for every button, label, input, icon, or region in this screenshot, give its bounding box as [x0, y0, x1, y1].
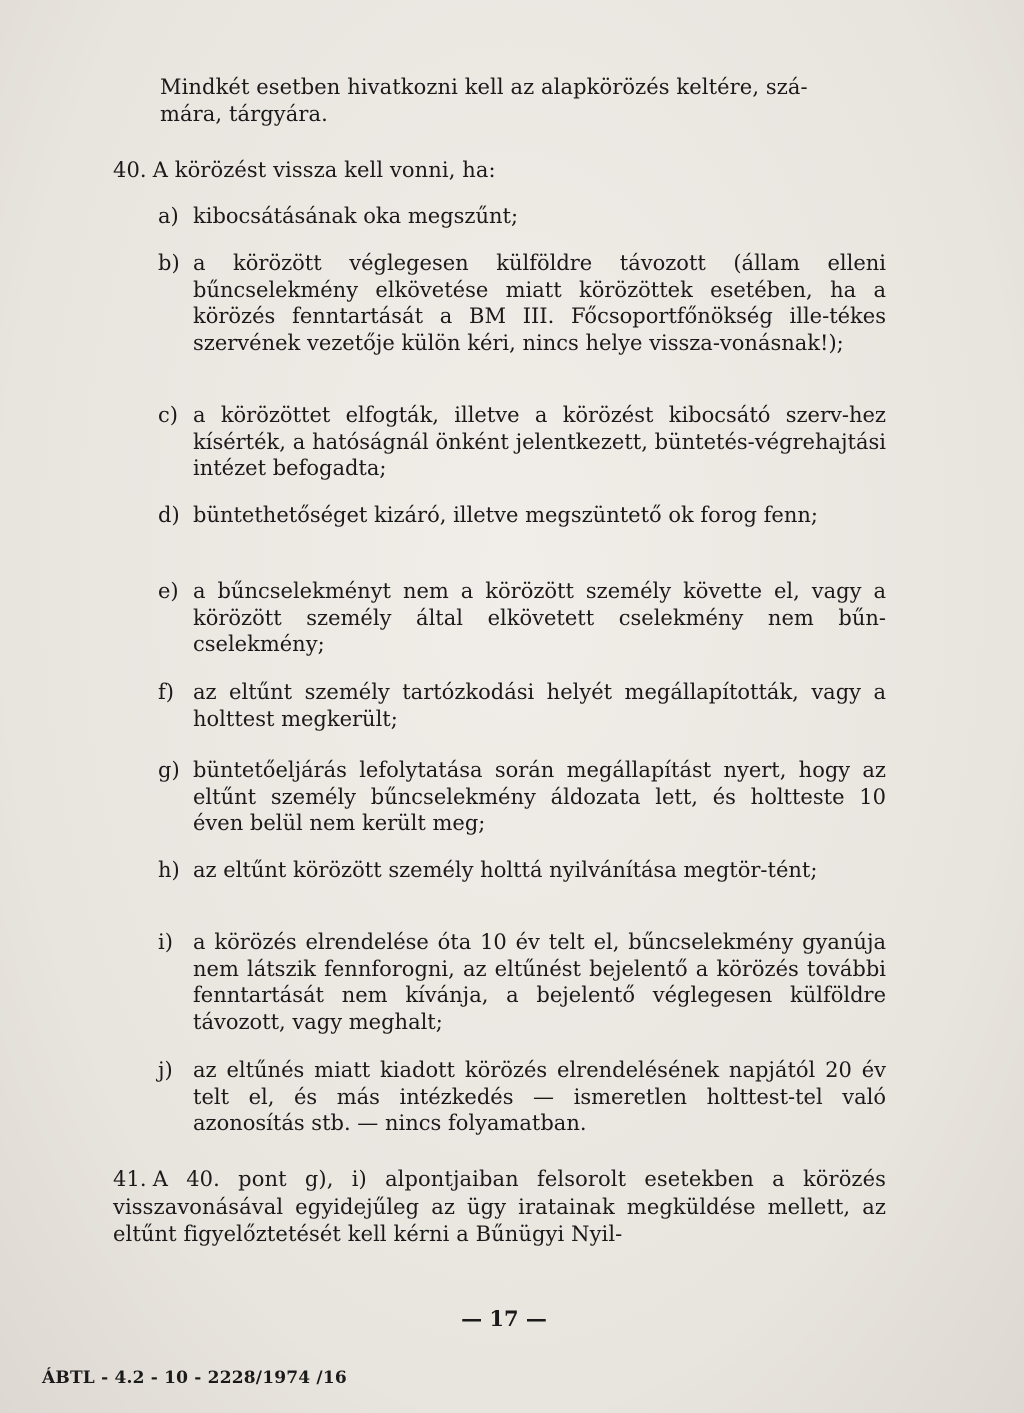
item-label: c) [158, 403, 178, 427]
section-41-paragraph [113, 1166, 886, 1249]
item-text: büntethetőséget kizáró, illetve megszüntető ok forog fenn; [193, 503, 818, 527]
section-40-number: 40. [113, 158, 147, 182]
item-label: b) [158, 251, 180, 275]
item-label: h) [158, 858, 180, 882]
item-text: az eltűnt körözött személy holttá nyilvánítása megtör-tént; [193, 858, 818, 882]
item-label: f) [158, 680, 174, 704]
item-text: a körözés elrendelése óta 10 év telt el, bűncselekmény gyanúja nem látszik fennforogni, az eltűnést bejelentő a körözés további fenntartását nem kívánja, a bejelentő véglegesen külföldre távozott, vagy meghalt; [193, 930, 886, 1034]
list-item-b [158, 250, 886, 356]
item-text: a bűncselekményt nem a körözött személy követte el, vagy a körözött személy által elkövetett cselekmény nem bűn-cselekmény; [193, 579, 886, 657]
section-40-text: A körözést vissza kell vonni, ha: [152, 158, 496, 182]
item-text: kibocsátásának oka megszűnt; [193, 204, 519, 228]
list-item-f [158, 679, 886, 732]
list-item-a [158, 203, 886, 230]
section-40-heading [113, 157, 886, 184]
list-item-h [158, 857, 886, 884]
section-41-text: A 40. pont g), i) alpontjaiban felsorolt esetekben a körözés visszavonásával egyidejűleg az ügy iratainak megküldése mellett, az eltűnt figyelőztetését kell kérni a Bűnügyi Nyil- [113, 1167, 886, 1246]
intro-line-2: mára, tárgyára. [160, 102, 328, 126]
item-label: j) [158, 1058, 173, 1082]
item-text: a körözött véglegesen külföldre távozott (állam elleni bűncselekmény elkövetése miatt körözöttek esetében, ha a körözés fenntartását a BM III. Főcsoportfőnökség ille-tékes szervének vezetője külön kéri, nincs helye vissza-vonásnak!); [193, 251, 886, 355]
list-item-e [158, 578, 886, 658]
intro-line-1: Mindkét esetben hivatkozni kell az alapkörözés keltére, szá- [160, 75, 808, 99]
list-item-j [158, 1057, 886, 1137]
list-item-c [158, 402, 886, 482]
item-label: i) [158, 930, 173, 954]
item-text: az eltűnés miatt kiadott körözés elrendelésének napjától 20 év telt el, és más intézkedés — ismeretlen holttest-tel való azonosítás stb. — nincs folyamatban. [193, 1058, 886, 1136]
page-number: — 17 — [461, 1306, 547, 1331]
list-item-g [158, 757, 886, 837]
intro-paragraph [160, 74, 886, 128]
item-text: a körözöttet elfogták, illetve a körözést kibocsátó szerv-hez kísérték, a hatóságnál önként jelentkezett, büntetés-végrehajtási intézet befogadta; [193, 403, 886, 481]
section-41-number: 41. [113, 1167, 147, 1191]
item-text: büntetőeljárás lefolytatása során megállapítást nyert, hogy az eltűnt személy bűncselekmény áldozata lett, és holtteste 10 éven belül nem került meg; [193, 758, 886, 836]
item-label: a) [158, 204, 179, 228]
item-label: e) [158, 579, 179, 603]
item-text: az eltűnt személy tartózkodási helyét megállapították, vagy a holttest megkerült; [193, 680, 886, 731]
archive-reference: ÁBTL - 4.2 - 10 - 2228/1974 /16 [42, 1368, 347, 1388]
item-label: d) [158, 503, 180, 527]
list-item-d [158, 502, 886, 529]
list-item-i [158, 929, 886, 1035]
item-label: g) [158, 758, 180, 782]
